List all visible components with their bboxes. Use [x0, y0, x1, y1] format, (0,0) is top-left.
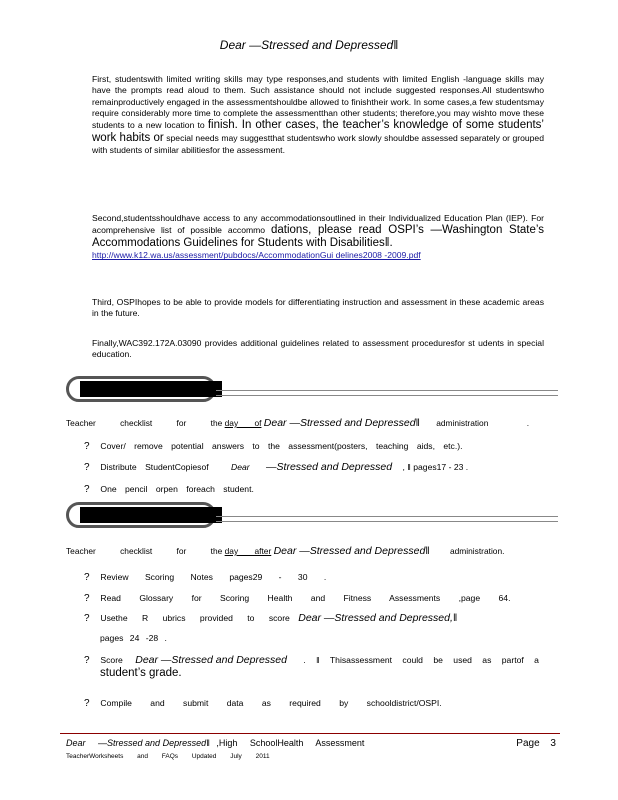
heading-dot: . [526, 418, 530, 428]
checklist-item [84, 461, 554, 474]
paragraph-second-text: Second,studentsshouldhave access to any accommodationsoutlined in their Individualized Education Plan (IEP). For acomprehensive list of possible accommo [92, 213, 544, 236]
checklist-item-text: One pencil orpen foreach student. [100, 484, 254, 494]
paragraph-first-text: First, studentswith limited writing skills may type responses,and students with limited English -language skills may have the prompts read aloud to them. Such assistance should not include suggested responses.All studentswho remainproductively engaged in the assessmentshouldbe allowed to finishtheir work. In some cases,a few studentsmay require considerably more time to complete the assessmentthan other students; therefore,you may wishto move these students to a new location to [92, 74, 544, 131]
footer-updated: TeacherWorksheets and FAQs Updated July 2011 [66, 753, 270, 760]
section-heading-day-after [66, 545, 558, 557]
divider-line [216, 521, 558, 522]
checklist-item-title: Dear —Stressed and Depressed,‖ [298, 612, 458, 624]
footer-dear: Dear [66, 738, 86, 748]
accommodations-link[interactable]: http://www.k12.wa.us/assessment/pubdocs/AccommodationGui delines2008 -2009.pdf [92, 250, 421, 261]
divider-line [216, 395, 558, 396]
heading-day: day after [224, 546, 272, 556]
checklist-item-text: Review Scoring Notes pages29 - 30 . [100, 572, 327, 582]
checklist-item-text: Distribute StudentCopiesof [100, 462, 209, 472]
checklist-item-text: Usethe R ubrics provided to score [100, 613, 290, 623]
checkbox-icon[interactable]: ? [84, 572, 90, 583]
checklist-item-pages: pages 24 -28 . [100, 633, 167, 643]
checkbox-icon[interactable]: ? [84, 484, 90, 495]
checklist-item-text: Read Glossary for Scoring Health and Fitness Assessments ,page 64. [100, 593, 511, 603]
checklist-item [84, 612, 554, 651]
paragraph-first-large-text: finish. In other cases, the teacher’s knowledge of some students’ work habits or [92, 119, 544, 145]
checkbox-icon[interactable]: ? [84, 655, 90, 666]
checklist-item [84, 697, 554, 710]
checkbox-icon[interactable]: ? [84, 593, 90, 604]
section-heading-day-of [66, 417, 558, 429]
heading-prefix: Teacher checklist for the [66, 418, 223, 428]
section-divider-1 [66, 376, 558, 404]
divider-line [216, 516, 558, 517]
checklist-item-text: Cover/ remove potential answers to the assessment(posters, teaching aids, etc.). [100, 441, 463, 451]
heading-prefix: Teacher checklist for the [66, 546, 223, 556]
paragraph-fourth [92, 338, 544, 361]
heading-title: Dear —Stressed and Depressed‖ [263, 417, 420, 429]
section-divider-2 [66, 502, 558, 530]
paragraph-fourth-text: Finally,WAC392.172A.03090 provides additional guidelines related to assessment proceduresfor st udents in special education. [92, 338, 544, 360]
paragraph-third [92, 297, 544, 320]
paragraph-second-large-text: dations, please read OSPI’s —Washington State’s Accommodations Guidelines for Students with Disabilities‖. [92, 224, 544, 250]
checklist-item-dear: Dear [231, 462, 250, 472]
page-number: Page 3 [516, 738, 556, 749]
redacted-block [80, 381, 222, 397]
checkbox-icon[interactable]: ? [84, 613, 90, 624]
checklist-item [84, 592, 554, 605]
checkbox-icon[interactable]: ? [84, 698, 90, 709]
paragraph-second [92, 213, 544, 262]
paragraph-third-text: Third, OSPIhopes to be able to provide models for differentiating instruction and assessment in these academic areas in the future. [92, 297, 544, 319]
checklist-item [84, 571, 554, 584]
heading-title: Dear —Stressed and Depressed‖ [273, 545, 430, 557]
document-title [0, 38, 618, 52]
checklist-item-text: Compile and submit data as required by schooldistrict/OSPI. [100, 698, 442, 708]
checklist-item-text: . ‖ Thisassessment could be used as partof a [303, 655, 539, 665]
checklist-item-title: —Stressed and Depressed [266, 461, 393, 473]
paragraph-first [92, 74, 544, 156]
heading-suffix: administration. [449, 546, 505, 556]
checkbox-icon[interactable]: ? [84, 462, 90, 473]
checklist-item-pages: , ‖ pages17 - 23 . [402, 462, 469, 472]
checklist-item-text: Score [100, 655, 123, 665]
divider-line [216, 390, 558, 391]
checkbox-icon[interactable]: ? [84, 441, 90, 452]
heading-day: day of [224, 418, 262, 428]
checklist-item-grade: student’s grade. [100, 667, 182, 679]
checklist-item [84, 483, 554, 496]
footer-rule [60, 733, 560, 734]
footer-title: —Stressed and Depressed‖ [98, 738, 210, 748]
checklist-item [84, 654, 554, 679]
footer-subtitle: ,High SchoolHealth Assessment [216, 738, 365, 748]
title-text: Dear —Stressed and Depressed‖ [219, 38, 399, 52]
paragraph-first-end: special needs may suggestthat studentswho work slowly shouldbe assessed separately or grouped with students of similar abilitiesfor the assessment. [92, 133, 544, 156]
heading-suffix: administration [436, 418, 489, 428]
footer [66, 738, 558, 748]
checklist-item [84, 440, 554, 453]
redacted-block [80, 507, 222, 523]
checklist-item-title: Dear —Stressed and Depressed [135, 654, 287, 666]
